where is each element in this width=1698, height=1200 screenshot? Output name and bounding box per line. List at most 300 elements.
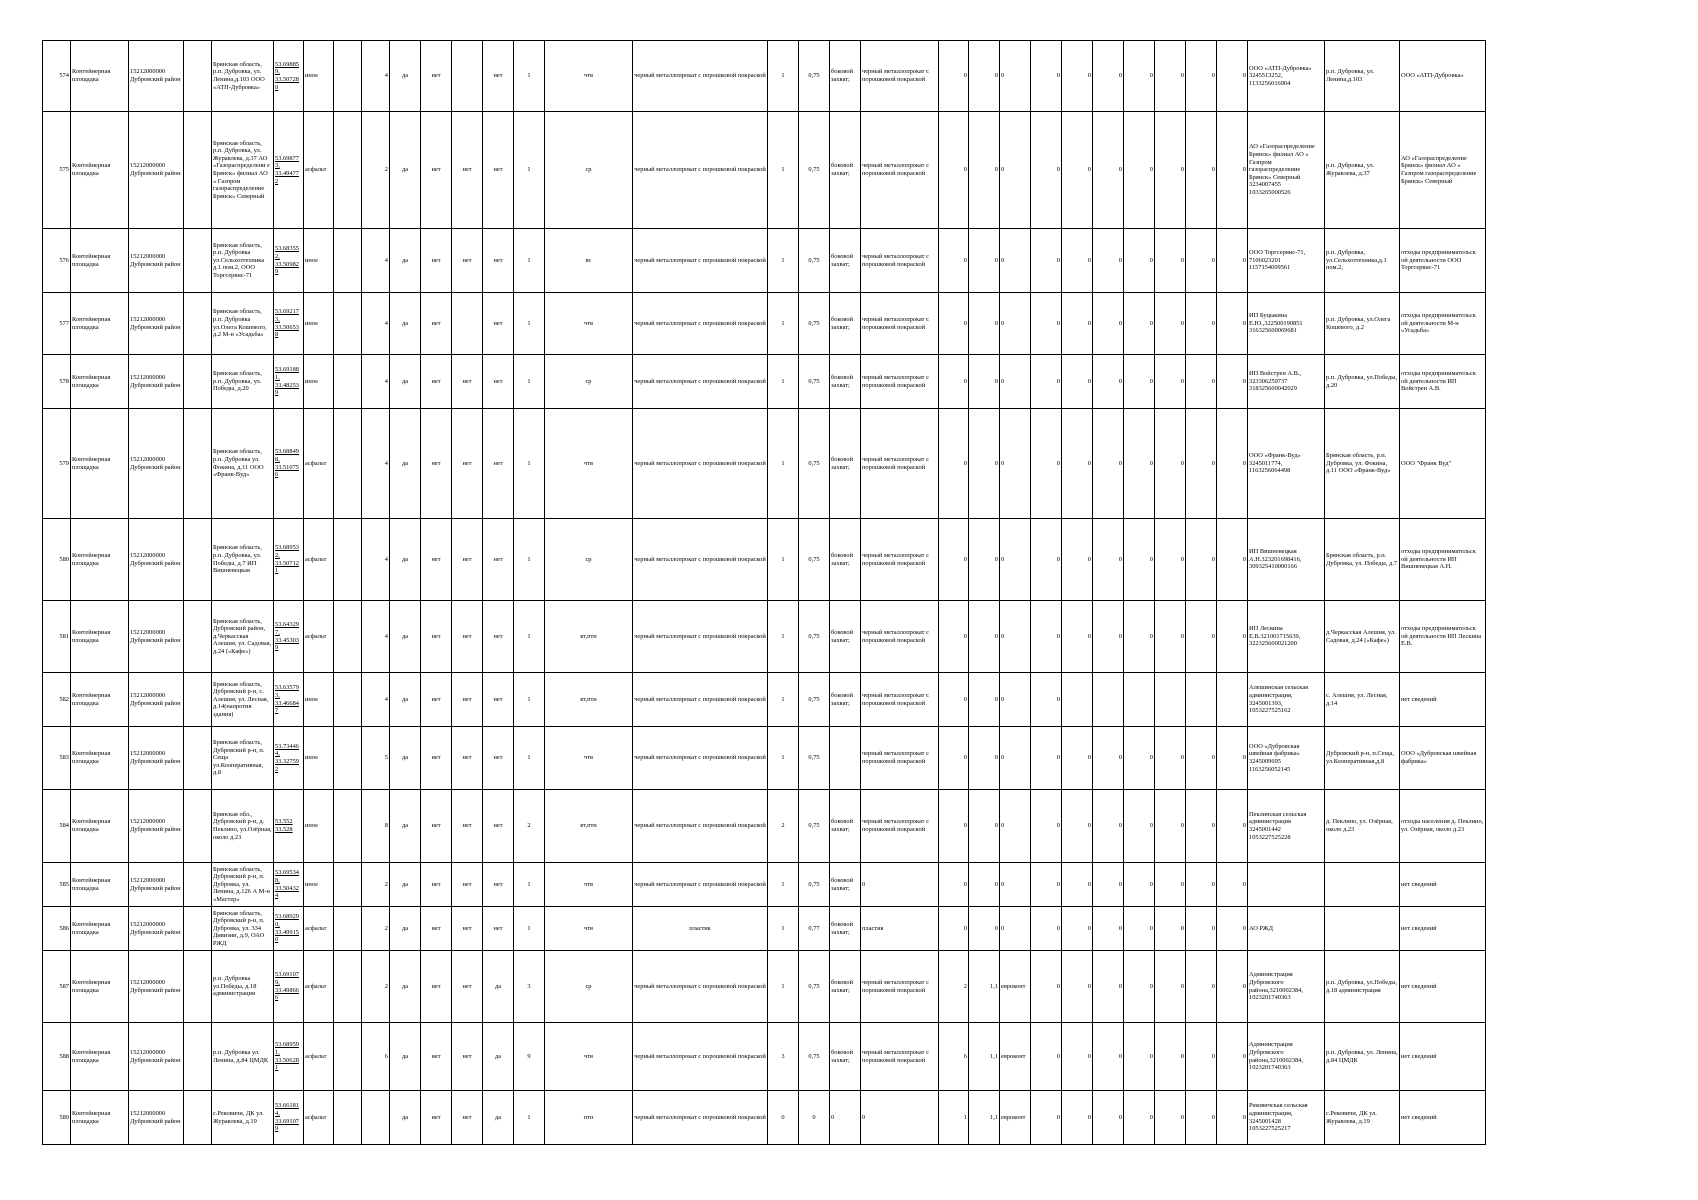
container-capacity-cell: 4 [362,355,390,409]
container-count-cell: 1 [514,907,545,951]
loading-type-cell: боковой захват; [830,229,861,293]
site-address-cell: Брянская область, Дубровский р-н, п. Дубровка, ул. Ленина, д.126 А М-н «Мастер» [212,863,274,907]
cover-type-cell: асфальт [304,519,334,601]
v6-cell: 0 [1093,519,1124,601]
v1-cell: 0 [939,41,969,112]
container-capacity-cell: 2 [362,863,390,907]
area-cell [334,409,362,519]
owner-info-cell: Пеклинская сельская администрация 3245001442 1053227525228 [1248,790,1325,863]
v7-cell: 0 [1124,1091,1155,1145]
flag-no-1-cell: нет [421,951,452,1023]
site-name-cell: Контейнерная площадка [71,41,129,112]
v10-cell: 0 [1217,293,1248,355]
v5-cell: 0 [1062,907,1093,951]
flag-no-2-cell: нет [452,1023,483,1091]
v9-cell: 0 [1186,41,1217,112]
container-material-cell: черный металлопрокат с порошковой покраской [633,601,768,673]
v10-cell: 0 [1217,790,1248,863]
waste-source-cell: нет сведений [1400,907,1486,951]
flag-no-3-cell: нет [483,907,514,951]
v1-cell: 0 [939,355,969,409]
v1-cell: 0 [939,293,969,355]
v2-cell: 0 [969,907,1000,951]
v4-cell: 0 [1031,112,1062,229]
table-row [43,727,1486,790]
waste-source-cell: отходы предпринимательск ой деятельности М-н «Усадьба» [1400,293,1486,355]
container-count-cell: 3 [514,951,545,1023]
v3-cell: 0 [1000,112,1031,229]
v10-cell: 0 [1217,907,1248,951]
table-body [43,41,1486,1145]
v4-cell: 0 [1031,951,1062,1023]
waste-source-cell: нет сведений [1400,951,1486,1023]
table-row [43,601,1486,673]
oktmo-code-cell: 15212000000 Дубровский район [129,293,184,355]
bin-material-cell: черный металлопрокат с порошковой покраской [861,1023,939,1091]
bin-material-cell: пластик [861,907,939,951]
site-name-cell: Контейнерная площадка [71,790,129,863]
v5-cell: 0 [1062,601,1093,673]
loading-type-cell: 0 [830,1091,861,1145]
container-capacity-cell: 6 [362,1023,390,1091]
container-material-cell: черный металлопрокат с порошковой покраской [633,355,768,409]
area-cell [334,601,362,673]
v7-cell: 0 [1124,293,1155,355]
container-capacity-cell: 8 [362,790,390,863]
col-blank-cell [184,727,212,790]
pickup-days-cell: вт,птн [545,790,633,863]
bin-count-cell: 1 [768,355,799,409]
waste-source-cell: нет сведений [1400,1023,1486,1091]
loading-type-cell [830,727,861,790]
bin-count-cell: 1 [768,293,799,355]
flag-no-3-cell: нет [483,519,514,601]
site-address-cell: Брянская область, р.п. Дубровка ул.Сельхозтехника д.1 пом.2, ООО Торгсервис-71 [212,229,274,293]
v1-cell: 0 [939,863,969,907]
v9-cell: 0 [1186,601,1217,673]
col-blank-cell [184,293,212,355]
container-material-cell: черный металлопрокат с порошковой покраской [633,229,768,293]
waste-source-cell: ООО «Дубровская швейная фабрика» [1400,727,1486,790]
owner-info-cell: АО «Газораспределение Брянск» филиал АО « Газпром газораспределение Брянск» Северный 3234007455 1033265000526 [1248,112,1325,229]
row-number-cell: 576 [43,229,71,293]
loading-type-cell: боковой захват; [830,41,861,112]
v1-cell: 6 [939,1023,969,1091]
v5-cell: 0 [1062,863,1093,907]
oktmo-code-cell: 15212000000 Дубровский район [129,907,184,951]
owner-info-cell: Рековичская сельская администрация, 3245001428 1053227525217 [1248,1091,1325,1145]
table-row [43,355,1486,409]
loading-type-cell: боковой захват; [830,790,861,863]
bin-material-cell: черный металлопрокат с порошковой покраской [861,409,939,519]
coordinates-cell: 53.69534 8, 33.50432 4 [274,863,304,907]
col-blank-cell [184,355,212,409]
flag-yes-cell: да [390,355,421,409]
flag-no-2-cell: нет [452,863,483,907]
v8-cell: 0 [1155,951,1186,1023]
coordinates-cell: 53.68849 8, 33.51075 6 [274,409,304,519]
oktmo-code-cell: 15212000000 Дубровский район [129,951,184,1023]
v10-cell: 0 [1217,601,1248,673]
flag-no-3-cell: нет [483,293,514,355]
area-cell [334,1091,362,1145]
bin-count-cell: 1 [768,229,799,293]
v6-cell: 0 [1093,409,1124,519]
oktmo-code-cell: 15212000000 Дубровский район [129,863,184,907]
container-material-cell: черный металлопрокат с порошковой покраской [633,951,768,1023]
loading-type-cell: боковой захват; [830,293,861,355]
v5-cell: 0 [1062,790,1093,863]
v5-cell: 0 [1062,1091,1093,1145]
owner-address-cell: р.п. Дубровка, ул.Сельхозтехника,д.1 пом.2, [1325,229,1400,293]
bin-count-cell: 2 [768,790,799,863]
v10-cell: 0 [1217,409,1248,519]
container-capacity-cell: 4 [362,293,390,355]
bin-volume-cell: 0,75 [799,112,830,229]
v3-cell: 0 [1000,409,1031,519]
cover-type-cell: иное [304,293,334,355]
v1-cell: 1 [939,1091,969,1145]
flag-yes-cell: да [390,727,421,790]
oktmo-code-cell: 15212000000 Дубровский район [129,229,184,293]
row-number-cell: 587 [43,951,71,1023]
v2-cell: 0 [969,229,1000,293]
site-name-cell: Контейнерная площадка [71,673,129,727]
site-address-cell: р.п. Дубровка ул.Победы, д.18 администрация [212,951,274,1023]
flag-yes-cell: да [390,1023,421,1091]
pickup-days-cell: чтв [545,1023,633,1091]
flag-no-1-cell: нет [421,293,452,355]
v1-cell: 0 [939,601,969,673]
v6-cell: 0 [1093,790,1124,863]
col-blank-cell [184,112,212,229]
container-count-cell: 9 [514,1023,545,1091]
v4-cell: 0 [1031,863,1062,907]
row-number-cell: 588 [43,1023,71,1091]
coordinates-cell: 53.69107 9, 33.49866 6 [274,951,304,1023]
flag-no-3-cell: нет [483,601,514,673]
flag-yes-cell: да [390,673,421,727]
v6-cell: 0 [1093,229,1124,293]
coordinates-cell: 53.69877 3, 33.49477 2 [274,112,304,229]
bin-count-cell: 1 [768,519,799,601]
v1-cell: 0 [939,907,969,951]
site-address-cell: Брянская область, Дубровский р-н, с. Алешня, ул. Лесная, д.14(напротив здания) [212,673,274,727]
v6-cell: 0 [1093,1023,1124,1091]
owner-address-cell: д.Черкасская Алешня, ул. Садовая, д.24 («Кафе») [1325,601,1400,673]
site-name-cell: Контейнерная площадка [71,907,129,951]
v8-cell: 0 [1155,519,1186,601]
v5-cell: 0 [1062,951,1093,1023]
v9-cell: 0 [1186,409,1217,519]
flag-no-3-cell: нет [483,673,514,727]
container-count-cell: 1 [514,112,545,229]
v9-cell: 0 [1186,293,1217,355]
v3-cell: евроконт [1000,1023,1031,1091]
v5-cell: 0 [1062,409,1093,519]
oktmo-code-cell: 15212000000 Дубровский район [129,41,184,112]
site-name-cell: Контейнерная площадка [71,229,129,293]
owner-address-cell: р.п. Дубровка, ул. Ленина,д.103 [1325,41,1400,112]
flag-yes-cell: да [390,907,421,951]
bin-count-cell: 3 [768,1023,799,1091]
flag-yes-cell: да [390,112,421,229]
container-material-cell: черный металлопрокат с порошковой покраской [633,790,768,863]
v4-cell: 0 [1031,293,1062,355]
flag-no-1-cell: нет [421,519,452,601]
row-number-cell: 582 [43,673,71,727]
col-blank-cell [184,863,212,907]
v9-cell: 0 [1186,863,1217,907]
v2-cell: 0 [969,112,1000,229]
loading-type-cell: боковой захват; [830,673,861,727]
oktmo-code-cell: 15212000000 Дубровский район [129,727,184,790]
waste-source-cell: отходы населения д. Пеклино, ул. Озёрная, около д.23 [1400,790,1486,863]
flag-no-1-cell: нет [421,907,452,951]
pickup-days-cell: чтв [545,293,633,355]
owner-info-cell: АО РЖД [1248,907,1325,951]
site-address-cell: Брянская область, Дубровский р-н, п. Сеща ул.Кооперативная, д.8 [212,727,274,790]
flag-no-2-cell: нет [452,673,483,727]
v10-cell: 0 [1217,229,1248,293]
loading-type-cell: боковой захват; [830,112,861,229]
container-material-cell: пластик [633,907,768,951]
container-material-cell: черный металлопрокат с порошковой покраской [633,1023,768,1091]
area-cell [334,673,362,727]
flag-no-2-cell [452,41,483,112]
v6-cell: 0 [1093,355,1124,409]
cover-type-cell: асфальт [304,409,334,519]
flag-no-1-cell: нет [421,41,452,112]
v4-cell: 0 [1031,409,1062,519]
pickup-days-cell: ср [545,519,633,601]
container-capacity-cell: 5 [362,727,390,790]
v10-cell [1217,673,1248,727]
site-address-cell: р.п. Дубровка ул. Ленина, д.84 ЦМДК [212,1023,274,1091]
flag-yes-cell: да [390,41,421,112]
v10-cell: 0 [1217,41,1248,112]
v8-cell: 0 [1155,907,1186,951]
bin-material-cell: черный металлопрокат с порошковой покраской [861,293,939,355]
coordinates-cell: 53.69217 3, 33.50653 8 [274,293,304,355]
site-address-cell: Брянская область, р.п. Дубровка, ул. Победы, д.7 ИП Вишневецкая [212,519,274,601]
site-name-cell: Контейнерная площадка [71,1023,129,1091]
table-row [43,1091,1486,1145]
loading-type-cell: боковой захват; [830,907,861,951]
v3-cell: 0 [1000,907,1031,951]
v7-cell: 0 [1124,863,1155,907]
v4-cell: 0 [1031,727,1062,790]
row-number-cell: 585 [43,863,71,907]
v8-cell: 0 [1155,1091,1186,1145]
area-cell [334,907,362,951]
v8-cell: 0 [1155,229,1186,293]
loading-type-cell: боковой захват; [830,951,861,1023]
pickup-days-cell: чтв [545,727,633,790]
bin-material-cell: черный металлопрокат с порошковой покраской [861,601,939,673]
owner-info-cell: ИП Вишневецкая А.Н.323201698416, 309325410000166 [1248,519,1325,601]
oktmo-code-cell: 15212000000 Дубровский район [129,1023,184,1091]
container-count-cell: 1 [514,863,545,907]
area-cell [334,355,362,409]
container-material-cell: черный металлопрокат с порошковой покраской [633,1091,768,1145]
pickup-days-cell: чтв [545,41,633,112]
flag-no-2-cell: нет [452,229,483,293]
v4-cell: 0 [1031,907,1062,951]
v8-cell: 0 [1155,112,1186,229]
owner-address-cell: с.Рековичи, ДК ул. Журавлева, д.19 [1325,1091,1400,1145]
site-name-cell: Контейнерная площадка [71,519,129,601]
bin-material-cell: черный металлопрокат с порошковой покраской [861,673,939,727]
coordinates-cell: 53.68959 1, 33.50628 1 [274,1023,304,1091]
flag-no-3-cell: нет [483,409,514,519]
coordinates-cell: 53.552 33.528 [274,790,304,863]
cover-type-cell: асфальт [304,1091,334,1145]
v3-cell: 0 [1000,229,1031,293]
waste-source-cell: ООО "Франк Вуд" [1400,409,1486,519]
v3-cell: 0 [1000,293,1031,355]
waste-source-cell: отходы предпринимательск ой деятельности ИП Войстрен А.В. [1400,355,1486,409]
row-number-cell: 581 [43,601,71,673]
bin-volume-cell: 0,75 [799,229,830,293]
row-number-cell: 583 [43,727,71,790]
bin-count-cell: 0 [768,1091,799,1145]
container-capacity-cell: 2 [362,951,390,1023]
v9-cell: 0 [1186,727,1217,790]
v6-cell: 0 [1093,601,1124,673]
col-blank-cell [184,673,212,727]
v3-cell: 0 [1000,355,1031,409]
flag-no-3-cell: да [483,1091,514,1145]
v2-cell: 0 [969,409,1000,519]
flag-no-3-cell: нет [483,41,514,112]
v8-cell: 0 [1155,863,1186,907]
flag-no-3-cell: нет [483,229,514,293]
v2-cell: 0 [969,355,1000,409]
pickup-days-cell: ср [545,112,633,229]
v6-cell: 0 [1093,112,1124,229]
v6-cell: 0 [1093,1091,1124,1145]
v5-cell: 0 [1062,727,1093,790]
oktmo-code-cell: 15212000000 Дубровский район [129,601,184,673]
v10-cell: 0 [1217,951,1248,1023]
container-sites-table [42,40,1486,1145]
owner-info-cell: ООО «Дубровская швейная фабрика» 3245009695 1163256052145 [1248,727,1325,790]
flag-no-1-cell: нет [421,409,452,519]
container-capacity-cell: 4 [362,673,390,727]
container-capacity-cell [362,1091,390,1145]
cover-type-cell: иное [304,355,334,409]
row-number-cell: 574 [43,41,71,112]
bin-material-cell: 0 [861,863,939,907]
cover-type-cell: асфальт [304,907,334,951]
v8-cell [1155,673,1186,727]
v1-cell: 0 [939,727,969,790]
loading-type-cell: боковой захват; [830,1023,861,1091]
bin-volume-cell: 0,75 [799,519,830,601]
v5-cell: 0 [1062,355,1093,409]
site-address-cell: Брянская область, р.п. Дубровка, ул. Ленина,д.103 ООО «АТП-Дубровка» [212,41,274,112]
site-address-cell: Брянская область, Дубровский р-н, п. Дубровка, ул. 334 Дивизии, д.9, ОАО РЖД [212,907,274,951]
container-capacity-cell: 4 [362,41,390,112]
v3-cell: 0 [1000,863,1031,907]
cover-type-cell: иное [304,41,334,112]
v6-cell: 0 [1093,907,1124,951]
v3-cell: 0 [1000,673,1031,727]
coordinates-cell: 53.63579 3, 33.46684 7 [274,673,304,727]
v9-cell: 0 [1186,112,1217,229]
col-blank-cell [184,1091,212,1145]
v2-cell: 0 [969,790,1000,863]
table-row [43,790,1486,863]
flag-no-3-cell: нет [483,727,514,790]
v3-cell: 0 [1000,601,1031,673]
bin-volume-cell: 0,77 [799,907,830,951]
container-material-cell: черный металлопрокат с порошковой покраской [633,863,768,907]
area-cell [334,951,362,1023]
waste-source-cell: нет сведений [1400,863,1486,907]
table-row [43,907,1486,951]
flag-no-2-cell: нет [452,601,483,673]
oktmo-code-cell: 15212000000 Дубровский район [129,112,184,229]
v9-cell: 0 [1186,790,1217,863]
flag-no-2-cell: нет [452,355,483,409]
flag-yes-cell: да [390,409,421,519]
v6-cell: 0 [1093,41,1124,112]
area-cell [334,727,362,790]
bin-volume-cell: 0,75 [799,790,830,863]
area-cell [334,790,362,863]
v5-cell: 0 [1062,41,1093,112]
table-row [43,293,1486,355]
site-name-cell: Контейнерная площадка [71,863,129,907]
v1-cell: 0 [939,673,969,727]
v1-cell: 0 [939,229,969,293]
cover-type-cell: асфальт [304,601,334,673]
site-name-cell: Контейнерная площадка [71,409,129,519]
owner-info-cell: ИП Буцыкина Е.Ю.,322500190851 316325600069681 [1248,293,1325,355]
container-count-cell: 1 [514,293,545,355]
bin-count-cell: 1 [768,601,799,673]
flag-no-1-cell: нет [421,601,452,673]
v5-cell: 0 [1062,112,1093,229]
owner-address-cell: р.п. Дубровка, ул.Победы, д.20 [1325,355,1400,409]
oktmo-code-cell: 15212000000 Дубровский район [129,1091,184,1145]
v2-cell: 0 [969,727,1000,790]
site-name-cell: Контейнерная площадка [71,951,129,1023]
v2-cell: 0 [969,293,1000,355]
flag-no-1-cell: нет [421,229,452,293]
v2-cell: 0 [969,673,1000,727]
v4-cell: 0 [1031,673,1062,727]
bin-material-cell: черный металлопрокат с порошковой покраской [861,355,939,409]
oktmo-code-cell: 15212000000 Дубровский район [129,519,184,601]
coordinates-cell: 53.68953 2, 33.50712 1 [274,519,304,601]
flag-no-3-cell: да [483,951,514,1023]
bin-volume-cell: 0,75 [799,1023,830,1091]
v10-cell: 0 [1217,1023,1248,1091]
bin-volume-cell: 0,75 [799,727,830,790]
flag-yes-cell: да [390,951,421,1023]
v4-cell: 0 [1031,519,1062,601]
v7-cell: 0 [1124,951,1155,1023]
v1-cell: 0 [939,519,969,601]
register-sheet [42,40,1484,1145]
v1-cell: 0 [939,112,969,229]
flag-no-2-cell: нет [452,112,483,229]
waste-source-cell: нет сведений [1400,673,1486,727]
v3-cell: 0 [1000,519,1031,601]
